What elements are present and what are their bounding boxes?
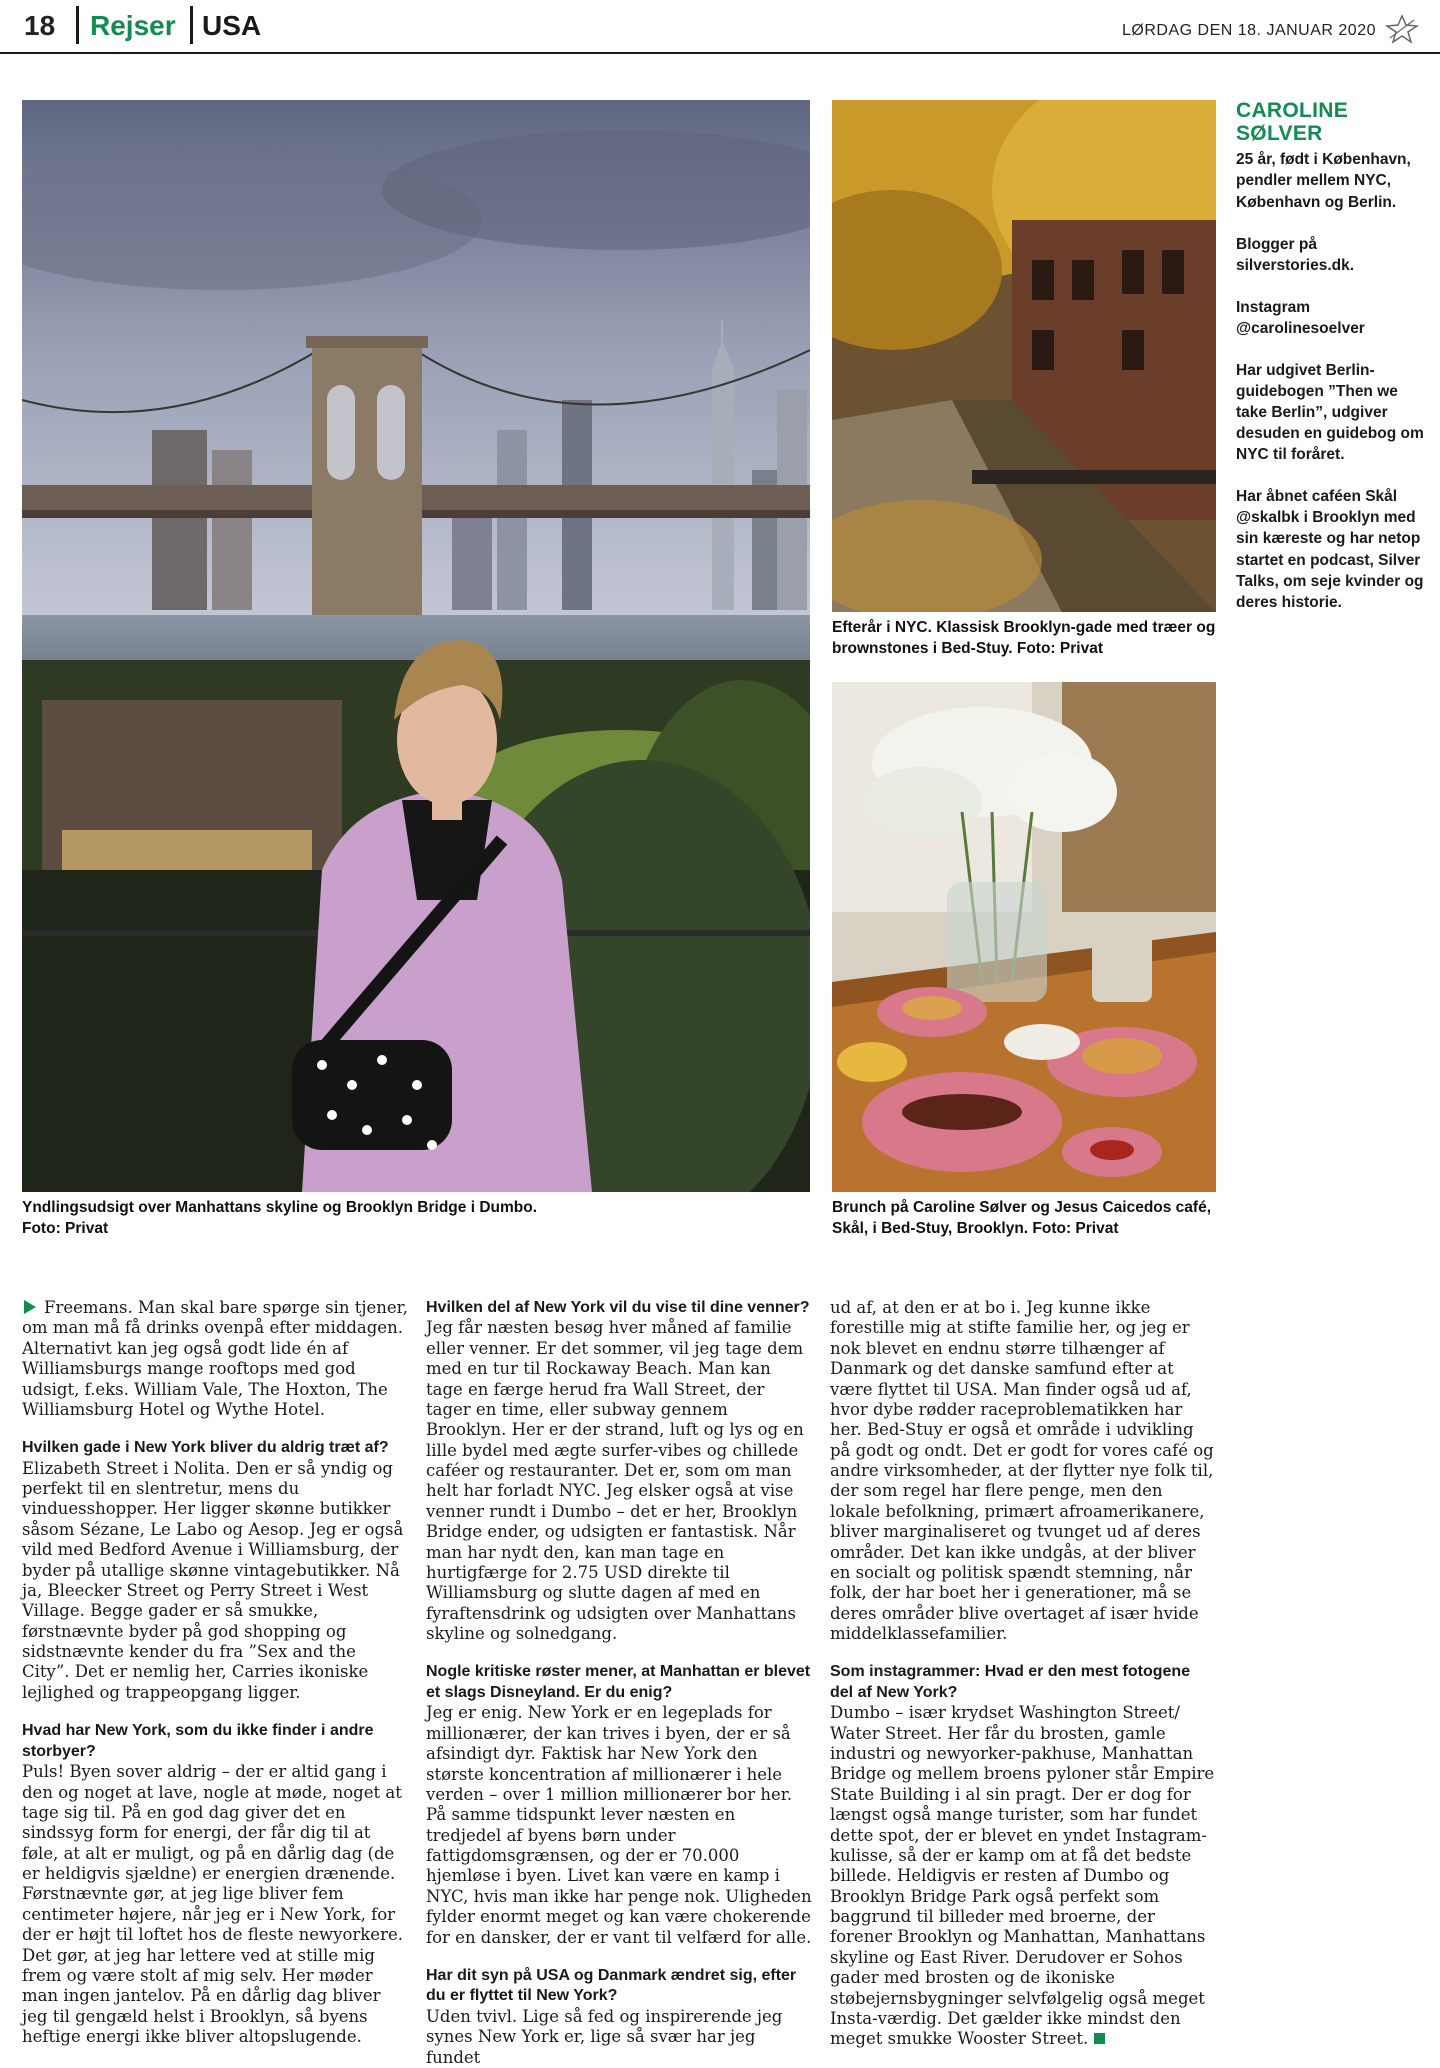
main-photo bbox=[22, 100, 810, 1192]
article-question: Nogle kritiske røster mener, at Manhattan er blevet et slags Disneyland. Er du enig? bbox=[426, 1663, 811, 1701]
article-column-2 bbox=[426, 1298, 812, 2068]
end-mark-icon bbox=[1094, 2033, 1105, 2044]
article-paragraph: Puls! Byen sover aldrig – der er altid gang i den og noget at lave, nogle at møde, noget at tage sig til. På en god dag giver det en sindssyg form for energi, der får dig til at føle, at alt er muligt, og på en dårlig dag (de er heldigvis sjældne) er energien drænende. Førstnævnte gør, at jeg lige bliver fem centimeter højere, når jeg er i New York, for der er højt til loftet hos de fleste newyorkere. Det gør, at jeg har lettere ved at stille mig frem og være stolt af mig selv. Her møder man ingen jantelov. På en dårlig dag bliver jeg til gengæld helst i Brooklyn, så byens heftige energi ikke bliver altopslugende. bbox=[22, 1762, 403, 2047]
article-paragraph: Uden tvivl. Lige så fed og inspirerende jeg synes New York er, lige så svær har jeg fundet bbox=[426, 2006, 783, 2067]
autumn-photo bbox=[832, 100, 1216, 612]
brooklyn-bridge-image bbox=[22, 100, 810, 1192]
brunch-photo-caption: Brunch på Caroline Sølver og Jesus Caicedos café, Skål, i Bed-Stuy, Brooklyn. Foto: Privat bbox=[832, 1199, 1212, 1237]
article-question: Hvilken gade i New York bliver du aldrig træt af? bbox=[22, 1439, 389, 1457]
section-title: Rejser bbox=[90, 10, 176, 41]
header-divider bbox=[76, 6, 79, 44]
article-column-1 bbox=[22, 1298, 408, 2047]
bio-paragraph: 25 år, født i København, pendler mellem NYC, København og Berlin. bbox=[1236, 151, 1411, 211]
continuation-arrow-icon bbox=[24, 1300, 36, 1314]
header-rule bbox=[0, 52, 1440, 54]
main-photo-caption: Yndlingsudsigt over Manhattans skyline og Brooklyn Bridge i Dumbo. Foto: Privat bbox=[22, 1199, 538, 1237]
article-question: Som instagrammer: Hvad er den mest fotogene del af New York? bbox=[830, 1663, 1191, 1701]
article-column-3 bbox=[830, 1298, 1216, 2050]
bio-paragraph: Har udgivet Berlin-guidebogen ”Then we take Berlin”, udgiver desuden en guidebog om NYC til foråret. bbox=[1236, 361, 1424, 464]
subsection-title: USA bbox=[202, 10, 262, 41]
article-question: Har dit syn på USA og Danmark ændret sig, efter du er flyttet til New York? bbox=[426, 1966, 797, 2005]
article-question: Hvad har New York, som du ikke finder i andre storbyer? bbox=[22, 1722, 374, 1760]
brooklyn-street-image bbox=[832, 100, 1216, 612]
star-logo-icon bbox=[1384, 14, 1420, 44]
article-paragraph: Elizabeth Street i Nolita. Den er så yndig og perfekt til en slentretur, mens du vinduesshopper. Her ligger skønne butikker såsom Sézane, Le Labo og Aesop. Jeg er også vild med Bedford Avenue i Williamsburg, der byder på utallige skønne vintagebutikker. Nå ja, Bleecker Street og Perry Street i West Village. Begge gader er så smukke, førstnævnte byder på god shopping og sidstnævnte kender du fra ”Sex and the City”. Det er nemlig her, Carries ikoniske lejlighed og trappeopgang ligger. bbox=[22, 1458, 404, 1702]
author-bio bbox=[1236, 100, 1426, 634]
page-header bbox=[0, 0, 1440, 58]
article-paragraph: Freemans. Man skal bare spørge sin tjener, om man må få drinks ovenpå efter middagen. Alternativt kan jeg også godt lide én af Williamsburgs mange rooftops med god udsigt, f.eks. William Vale, The Hoxton, The Williamsburg Hotel og Wythe Hotel. bbox=[22, 1298, 408, 1419]
brunch-image bbox=[832, 682, 1216, 1192]
author-name: CAROLINE SØLVER bbox=[1236, 99, 1349, 145]
article-question: Hvilken del af New York vil du vise til dine venner? bbox=[426, 1299, 810, 1316]
bio-paragraph: Blogger på silverstories.dk. bbox=[1236, 235, 1355, 274]
article-paragraph: ud af, at den er at bo i. Jeg kunne ikke forestille mig at stifte familie her, og jeg er nok blevet en endnu større tilhænger af Danmark og det danske samfund efter at være flyttet til USA. Man finder også ud af, hvor dybe rødder raceproblematikken har her. Bed-Stuy er også et område i udvikling på godt og ondt. Det er godt for vores café og andre virksomheder, at der flytter nye folk til, der som regel har flere penge, men den lokale befolkning, primært afroamerikanere, bliver marginaliseret og tvunget ud af deres områder. Det kan ikke undgås, at der bliver en socialt og politisk spændt stemning, når folk, der har boet her i generationer, må se deres områder blive overtaget af især hvide middelklassefamilier. bbox=[830, 1298, 1214, 1643]
article-paragraph: Dumbo – især krydset Washington Street/ Water Street. Her får du brosten, gamle industri og newyorker-pakhuse, Manhattan Bridge og mellem broens pyloner står Empire State Building i al sin pragt. Der er dog for længst også mange turister, som har fundet dette spot, der er blevet en yndet Instagram-kulisse, så der er kamp om at få det bedste billede. Heldigvis er resten af Dumbo og Brooklyn Bridge Park også perfekt som baggrund til billeder med broerne, der forener Brooklyn og Manhattan, Manhattans skyline og East River. Derudover er Sohos gader med brosten og de ikoniske støbejernsbygninger selvfølgelig også meget Insta-værdig. Det gælder ikke mindst den meget smukke Wooster Street. bbox=[830, 1703, 1215, 2049]
issue-date: LØRDAG DEN 18. JANUAR 2020 bbox=[1122, 22, 1376, 39]
bio-paragraph: Har åbnet caféen Skål @skalbk i Brooklyn med sin kæreste og har netop startet en podcast, Silver Talks, om seje kvinder og deres historie. bbox=[1236, 488, 1424, 611]
autumn-photo-caption: Efterår i NYC. Klassisk Brooklyn-gade med træer og brownstones i Bed-Stuy. Foto: Privat bbox=[832, 619, 1216, 657]
brunch-photo bbox=[832, 682, 1216, 1192]
article-paragraph: Jeg er enig. New York er en legeplads for millionærer, der kan trives i byen, der er så afsindigt dyr. Faktisk har New York den største koncentration af millionærer i hele verden – over 1 million millionærer bor her. På samme tidspunkt lever næsten en tredjedel af byens børn under fattigdomsgrænsen, og der er 70.000 hjemløse i byen. Livet kan være en kamp i NYC, hvis man ikke har penge nok. Uligheden fylder enormt meget og kan være chokerende for en dansker, der er vant til velfærd for alle. bbox=[426, 1703, 812, 1947]
article-paragraph: Jeg får næsten besøg hver måned af familie eller venner. Er det sommer, vil jeg tage dem med en tur til Rockaway Beach. Man kan tage en færge herud fra Wall Street, der tager en time, eller subway gennem Brooklyn. Her er der strand, luft og lys og en lille bydel med ægte surfer-vibes og chillede caféer og restauranter. Det er, som om man helt har forladt NYC. Jeg elsker også at vise venner rundt i Dumbo – det er her, Brooklyn Bridge ender, og udsigten er fantastisk. Når man har nydt den, kan man tage en hurtigfærge for 2.75 USD direkte til Williamsburg og slutte dagen af med en fyraftensdrink og udsigten over Manhattans skyline og solnedgang. bbox=[426, 1318, 804, 1644]
header-divider bbox=[190, 6, 193, 44]
bio-paragraph: Instagram @carolinesoelver bbox=[1236, 298, 1365, 337]
page-number: 18 bbox=[24, 10, 56, 41]
